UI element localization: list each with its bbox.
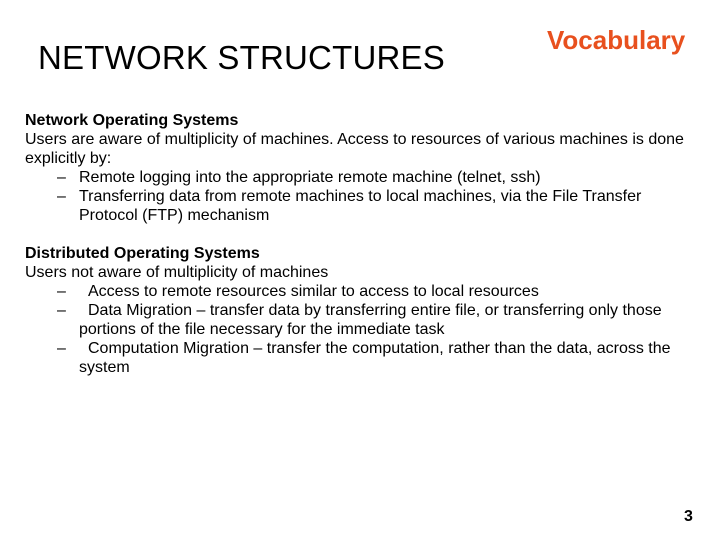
bullet-dash: – [57,283,66,300]
bullet-list [25,282,695,377]
section-intro: Users are aware of multiplicity of machines. Access to resources of various machines is done explicitly by: [25,131,684,167]
section-distributed-operating-systems [25,244,695,377]
section-intro: Users not aware of multiplicity of machines [25,264,329,281]
bullet-item [25,301,695,339]
bullet-item [25,339,695,377]
section-heading: Distributed Operating Systems [25,245,260,262]
bullet-text: Data Migration – transfer data by transferring entire file, or transferring only those portions of the file necessary for the immediate task [79,302,662,338]
slide-body [25,111,695,377]
slide-tag-vocabulary: Vocabulary [547,25,686,55]
bullet-text: Computation Migration – transfer the computation, rather than the data, across the system [79,340,671,376]
page-number: 3 [684,508,693,525]
bullet-dash: – [57,188,66,205]
bullet-dash: – [57,302,66,319]
bullet-dash: – [57,169,66,186]
bullet-dash: – [57,340,66,357]
bullet-text: Transferring data from remote machines to local machines, via the File Transfer Protocol (FTP) mechanism [79,188,642,224]
bullet-list [25,168,695,225]
bullet-text: Remote logging into the appropriate remote machine (telnet, ssh) [79,169,541,186]
bullet-item [25,282,695,301]
bullet-item [25,187,695,225]
bullet-text: Access to remote resources similar to access to local resources [88,283,539,300]
slide-title: NETWORK STRUCTURES [38,39,445,76]
section-network-operating-systems [25,111,695,225]
bullet-item [25,168,695,187]
section-heading: Network Operating Systems [25,112,239,129]
